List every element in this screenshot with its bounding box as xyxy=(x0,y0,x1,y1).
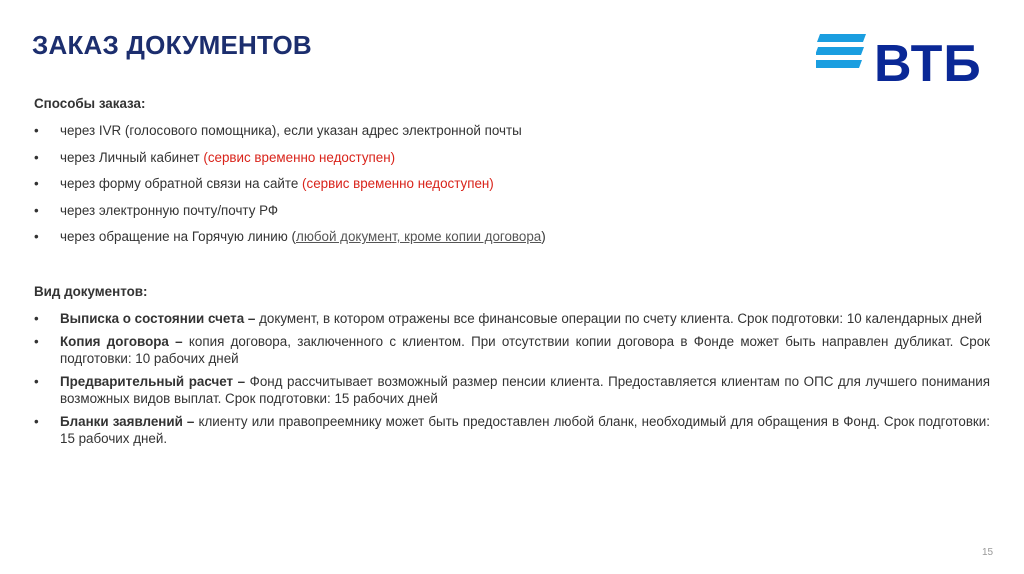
list-item xyxy=(34,373,990,407)
logo-text: ВТБ xyxy=(874,35,982,93)
dash: – xyxy=(168,334,189,349)
page-title: ЗАКАЗ ДОКУМЕНТОВ xyxy=(32,30,312,60)
bullet: • xyxy=(34,202,39,218)
list-item xyxy=(34,202,990,219)
logo-stripes-icon xyxy=(816,34,866,68)
vtb-logo xyxy=(816,34,986,94)
document-types-list xyxy=(34,310,990,447)
dash: – xyxy=(233,374,250,389)
bullet: • xyxy=(34,311,39,326)
bullet: • xyxy=(34,149,39,165)
item-text: через форму обратной связи на сайте xyxy=(60,176,303,191)
document-description: Фонд рассчитывает возможный размер пенсии клиента. Предоставляется клиентам по ОПС для лучшего понимания возможных видов выплат. Срок подготовки: 15 рабочих дней xyxy=(60,374,991,406)
list-item xyxy=(34,175,990,192)
list-item xyxy=(34,333,990,367)
list-item xyxy=(34,149,990,166)
list-item xyxy=(34,122,990,139)
order-methods-list xyxy=(34,122,990,245)
bullet: • xyxy=(34,229,39,244)
item-text: через обращение на Горячую линию ( xyxy=(60,229,296,244)
item-text: через Личный кабинет xyxy=(60,149,204,165)
document-types-heading: Вид документов: xyxy=(34,284,148,299)
list-item xyxy=(34,228,990,245)
unavailable-note: (сервис временно недоступен) xyxy=(302,176,494,191)
document-description: клиенту или правопреемнику может быть предоставлен любой бланк, необходимый для обращения в Фонд. Срок подготовки: 15 рабочих дней. xyxy=(60,414,990,446)
document-description: документ, в котором отражены все финансовые операции по счету клиента. Срок подготовки: 10 календарных дней xyxy=(259,311,982,326)
document-title: Бланки заявлений xyxy=(60,414,183,429)
page-number: 15 xyxy=(982,547,994,558)
bullet: • xyxy=(34,414,39,429)
document-title: Предварительный расчет xyxy=(60,374,234,389)
dash: – xyxy=(244,311,260,326)
item-suffix: ) xyxy=(541,229,546,244)
bullet: • xyxy=(34,374,39,389)
bullet: • xyxy=(34,176,39,191)
hotline-scope-link[interactable]: любой документ, кроме копии договора xyxy=(296,229,542,244)
item-text: через IVR (голосового помощника), если указан адрес электронной почты xyxy=(60,123,522,138)
list-item xyxy=(34,413,990,447)
document-description: копия договора, заключенного с клиентом. При отсутствии копии договора в Фонде может быть направлен дубликат. Срок подготовки: 10 рабочих дней xyxy=(60,334,991,366)
order-methods-heading: Способы заказа: xyxy=(34,96,146,111)
order-methods-section xyxy=(34,96,990,255)
dash: – xyxy=(182,414,199,429)
bullet: • xyxy=(34,123,39,138)
bullet: • xyxy=(34,334,39,349)
document-title: Копия договора xyxy=(60,334,169,349)
document-title: Выписка о состоянии счета xyxy=(60,311,245,326)
unavailable-note: (сервис временно недоступен) xyxy=(203,149,396,165)
document-types-section xyxy=(34,284,990,453)
list-item xyxy=(34,310,990,327)
item-text: через электронную почту/почту РФ xyxy=(60,202,279,218)
